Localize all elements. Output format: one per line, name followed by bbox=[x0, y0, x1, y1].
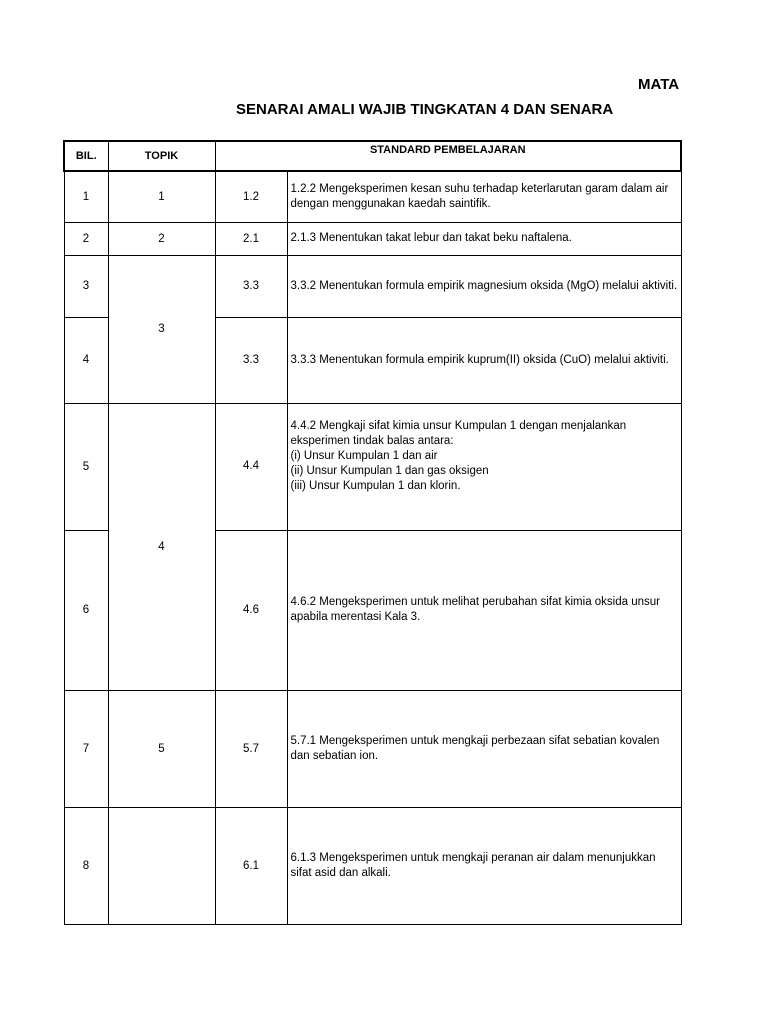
table-row bbox=[64, 171, 681, 222]
row-sp-code: 4.6 bbox=[215, 530, 287, 690]
table-row bbox=[64, 222, 681, 255]
row-bil: 4 bbox=[64, 317, 108, 403]
row-topik: 5 bbox=[108, 690, 215, 807]
column-header-topik: TOPIK bbox=[108, 141, 215, 171]
row-standard-text: 3.3.3 Menentukan formula empirik kuprum(II) oksida (CuO) melalui aktiviti. bbox=[287, 317, 681, 403]
row-bil: 2 bbox=[64, 222, 108, 255]
row-topik: 3 bbox=[108, 255, 215, 403]
table-row bbox=[64, 255, 681, 317]
row-sp-code: 5.7 bbox=[215, 690, 287, 807]
row-standard-text: 4.6.2 Mengeksperimen untuk melihat perubahan sifat kimia oksida unsur apabila merentasi Kala 3. bbox=[287, 530, 681, 690]
row-bil: 5 bbox=[64, 403, 108, 530]
column-header-bil: BIL. bbox=[64, 141, 108, 171]
row-bil: 1 bbox=[64, 171, 108, 222]
row-standard-text: 2.1.3 Menentukan takat lebur dan takat beku naftalena. bbox=[287, 222, 681, 255]
row-topik: 4 bbox=[108, 403, 215, 690]
row-sp-code: 4.4 bbox=[215, 403, 287, 530]
row-bil: 3 bbox=[64, 255, 108, 317]
column-header-standard: STANDARD PEMBELAJARAN bbox=[215, 141, 681, 171]
table-row bbox=[64, 690, 681, 807]
row-sp-code: 2.1 bbox=[215, 222, 287, 255]
row-topik: 2 bbox=[108, 222, 215, 255]
row-bil: 6 bbox=[64, 530, 108, 690]
row-standard-text: 1.2.2 Mengeksperimen kesan suhu terhadap keterlarutan garam dalam air dengan menggunakan kaedah saintifik. bbox=[287, 171, 681, 222]
page-subtitle: SENARAI AMALI WAJIB TINGKATAN 4 DAN SENARA bbox=[236, 101, 614, 118]
row-topik bbox=[108, 807, 215, 924]
table-header-row bbox=[64, 141, 681, 171]
row-standard-text: 4.4.2 Mengkaji sifat kimia unsur Kumpulan 1 dengan menjalankan eksperimen tindak balas antara: (i) Unsur Kumpulan 1 dan air (ii) Unsur Kumpulan 1 dan gas oksigen (iii) Unsur Kumpulan 1 dan klorin. bbox=[287, 403, 681, 530]
row-standard-text: 3.3.2 Menentukan formula empirik magnesium oksida (MgO) melalui aktiviti. bbox=[287, 255, 681, 317]
row-topik: 1 bbox=[108, 171, 215, 222]
row-bil: 7 bbox=[64, 690, 108, 807]
row-standard-text: 5.7.1 Mengeksperimen untuk mengkaji perbezaan sifat sebatian kovalen dan sebatian ion. bbox=[287, 690, 681, 807]
row-bil: 8 bbox=[64, 807, 108, 924]
title-clip bbox=[0, 60, 682, 130]
row-sp-code: 3.3 bbox=[215, 317, 287, 403]
page-title: MATA bbox=[638, 76, 680, 93]
table-row bbox=[64, 807, 681, 924]
row-sp-code: 1.2 bbox=[215, 171, 287, 222]
table-row bbox=[64, 403, 681, 530]
practical-list-table bbox=[63, 140, 682, 925]
row-sp-code: 3.3 bbox=[215, 255, 287, 317]
row-sp-code: 6.1 bbox=[215, 807, 287, 924]
row-standard-text: 6.1.3 Mengeksperimen untuk mengkaji peranan air dalam menunjukkan sifat asid dan alkali. bbox=[287, 807, 681, 924]
